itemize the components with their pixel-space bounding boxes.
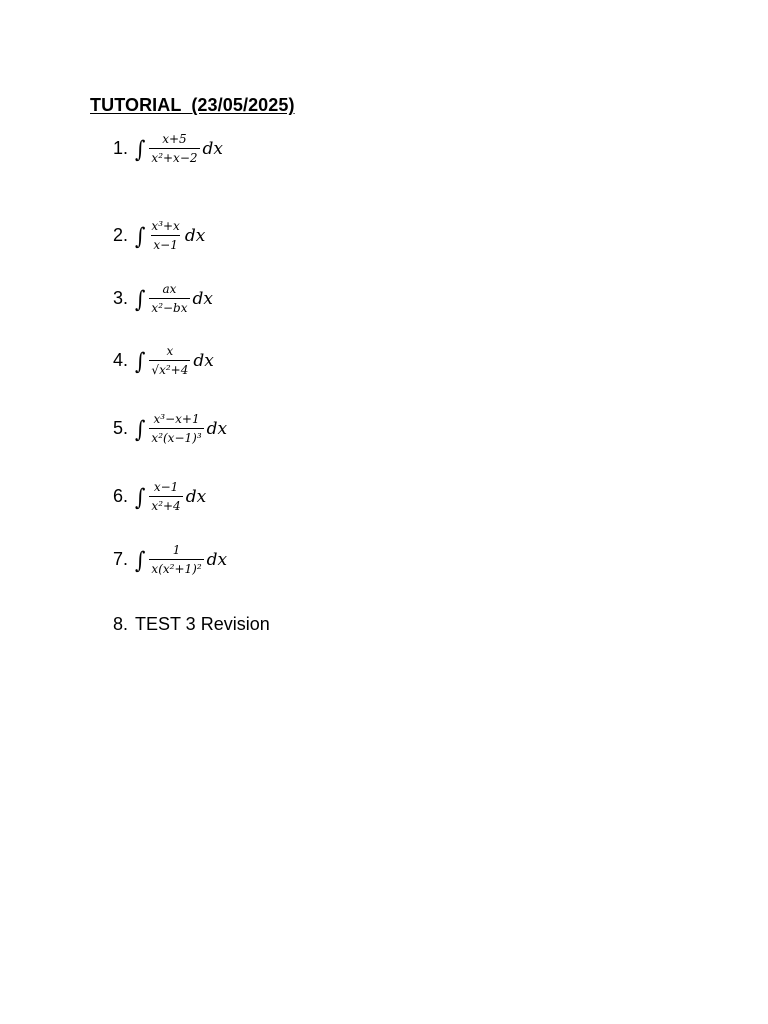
fraction-denominator: √x²+4 (149, 360, 190, 376)
fraction (149, 133, 199, 164)
fraction-denominator: x²−bx (149, 298, 189, 314)
fraction (149, 413, 203, 444)
integral-sign: ∫ (135, 482, 146, 511)
fraction-numerator: x³+x (151, 219, 180, 233)
problem-7 (113, 544, 227, 575)
problem-2 (113, 220, 205, 251)
fraction (149, 220, 181, 251)
differential: dx (206, 549, 228, 570)
fraction-numerator: x (166, 344, 174, 358)
fraction-denominator: x²+4 (149, 496, 182, 512)
problem-5 (113, 413, 227, 444)
problem-number: 4. (113, 350, 129, 370)
fraction (149, 283, 189, 314)
problem-3 (113, 283, 213, 314)
integral-sign: ∫ (135, 346, 146, 375)
fraction-numerator: ax (162, 282, 177, 296)
differential: dx (206, 418, 228, 439)
fraction (149, 345, 190, 376)
fraction-denominator: x²(x−1)³ (149, 428, 203, 444)
differential: dx (185, 486, 207, 507)
fraction-denominator: x²+x−2 (149, 148, 199, 164)
problem-8 (113, 614, 270, 635)
problem-number: 1. (113, 138, 129, 158)
problem-number: 8. (113, 614, 129, 634)
fraction-denominator: x−1 (151, 235, 179, 251)
problem-1 (113, 133, 223, 164)
fraction (149, 544, 203, 575)
integral-sign: ∫ (135, 414, 146, 443)
problem-number: 2. (113, 225, 129, 245)
page-title: TUTORIAL (23/05/2025) (90, 95, 295, 115)
differential: dx (193, 350, 214, 371)
fraction (149, 481, 182, 512)
problem-number: 6. (113, 486, 129, 506)
differential: dx (184, 225, 206, 246)
fraction-numerator: x+5 (162, 132, 187, 146)
integral-sign: ∫ (135, 545, 146, 574)
problem-6 (113, 481, 206, 512)
problem-number: 3. (113, 288, 129, 308)
problem-text: TEST 3 Revision (135, 614, 270, 634)
fraction-numerator: 1 (172, 543, 181, 557)
integral-sign: ∫ (135, 134, 146, 163)
fraction-numerator: x−1 (153, 480, 179, 494)
fraction-denominator: x(x²+1)² (149, 559, 203, 575)
problem-number: 7. (113, 549, 129, 569)
problem-4 (113, 345, 214, 376)
differential: dx (192, 288, 213, 309)
differential: dx (202, 138, 223, 159)
integral-sign: ∫ (135, 221, 146, 250)
integral-sign: ∫ (135, 284, 146, 313)
fraction-numerator: x³−x+1 (153, 412, 200, 426)
problem-number: 5. (113, 418, 129, 438)
